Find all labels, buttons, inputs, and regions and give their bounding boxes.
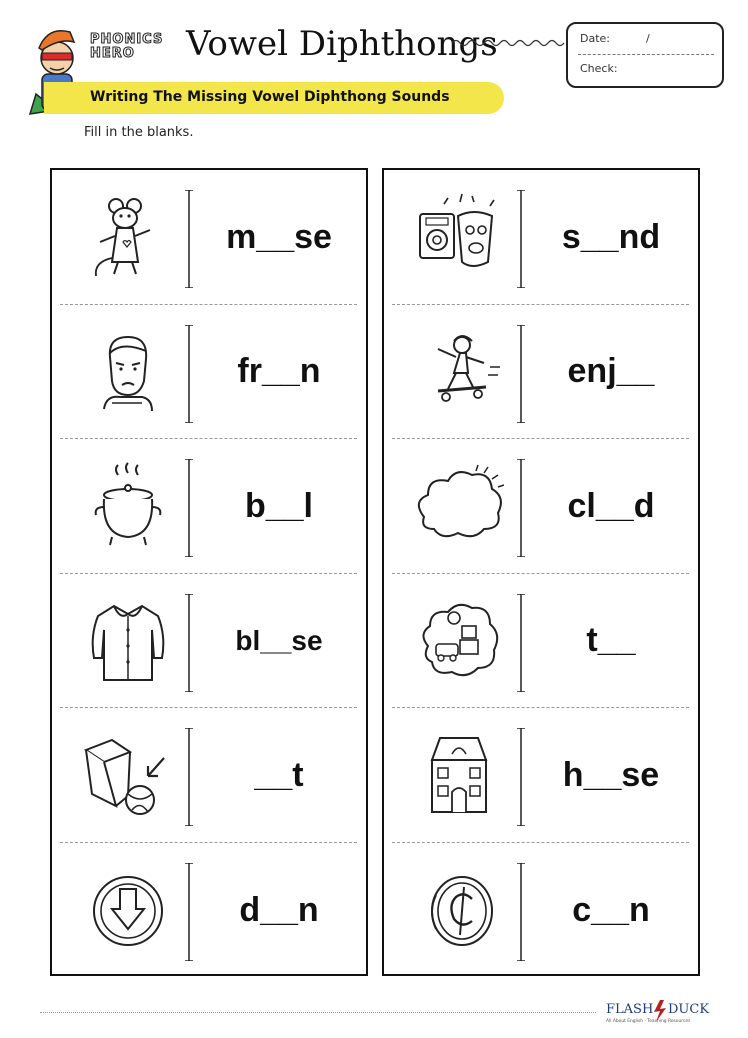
list-item [52,305,365,440]
list-item [52,170,365,305]
list-item [52,574,365,709]
answer-divider-line [185,190,193,288]
instructions: Fill in the blanks. [84,125,194,140]
frowning-face-icon [82,327,172,417]
subtitle-banner [44,82,504,114]
answer-divider-line [185,325,193,423]
fill-in-word: cl__d [567,486,655,525]
phonics-hero-logo: PHONICS HERO [90,32,164,61]
fill-in-word: c__n [572,890,650,929]
footer-divider [40,1012,596,1013]
mouse-icon [82,192,172,282]
fill-in-word: b__l [244,486,314,525]
flash-duck-logo [604,998,726,1024]
cloud-icon [414,461,504,551]
right-column [382,168,700,976]
fill-in-word: enj__ [567,352,655,391]
date-separator: / [646,32,650,45]
answer-divider-line [185,594,193,692]
worksheet-header [0,0,748,150]
list-item [52,708,365,843]
answer-divider-line [517,594,525,692]
list-item [52,843,365,978]
squiggle-decoration [452,36,568,50]
blouse-icon [82,596,172,686]
fill-in-word: h__se [562,755,660,794]
svg-text:DUCK: DUCK [668,1002,710,1017]
list-item [384,574,697,709]
answer-divider-line [185,728,193,826]
down-arrow-icon [82,865,172,955]
date-check-box [566,22,724,88]
date-label: Date: [580,32,610,45]
skateboarder-icon [414,327,504,417]
coin-icon [414,865,504,955]
fill-in-word: s__nd [561,217,661,256]
answer-divider-line [517,863,525,961]
date-box-divider [578,54,714,55]
answer-divider-line [517,728,525,826]
answer-divider-line [517,190,525,288]
fill-in-word: d__n [239,890,319,929]
list-item [384,170,697,305]
answer-divider-line [185,863,193,961]
speaker-sound-icon [414,192,504,282]
list-item [384,843,697,978]
list-item [384,305,697,440]
svg-text:All About English · Teaching R: All About English · Teaching Resources [606,1019,691,1024]
answer-divider-line [517,459,525,557]
answer-divider-line [517,325,525,423]
answer-divider-line [185,459,193,557]
fill-in-word: fr__n [237,352,321,391]
fill-in-word: t__ [586,621,636,660]
page-title: Vowel Diphthongs [186,24,498,64]
toys-icon [414,596,504,686]
check-label: Check: [580,62,618,75]
boiling-pot-icon [82,461,172,551]
svg-text:FLASH: FLASH [606,1002,654,1017]
list-item [384,708,697,843]
list-item [52,439,365,574]
ball-out-of-box-icon [82,730,172,820]
list-item [384,439,697,574]
fill-in-word: bl__se [235,624,323,656]
house-icon [414,730,504,820]
fill-in-word: __t [254,755,304,794]
left-column [50,168,368,976]
subtitle-text: Writing The Missing Vowel Diphthong Sounds [90,89,450,105]
fill-in-word: m__se [226,217,332,256]
